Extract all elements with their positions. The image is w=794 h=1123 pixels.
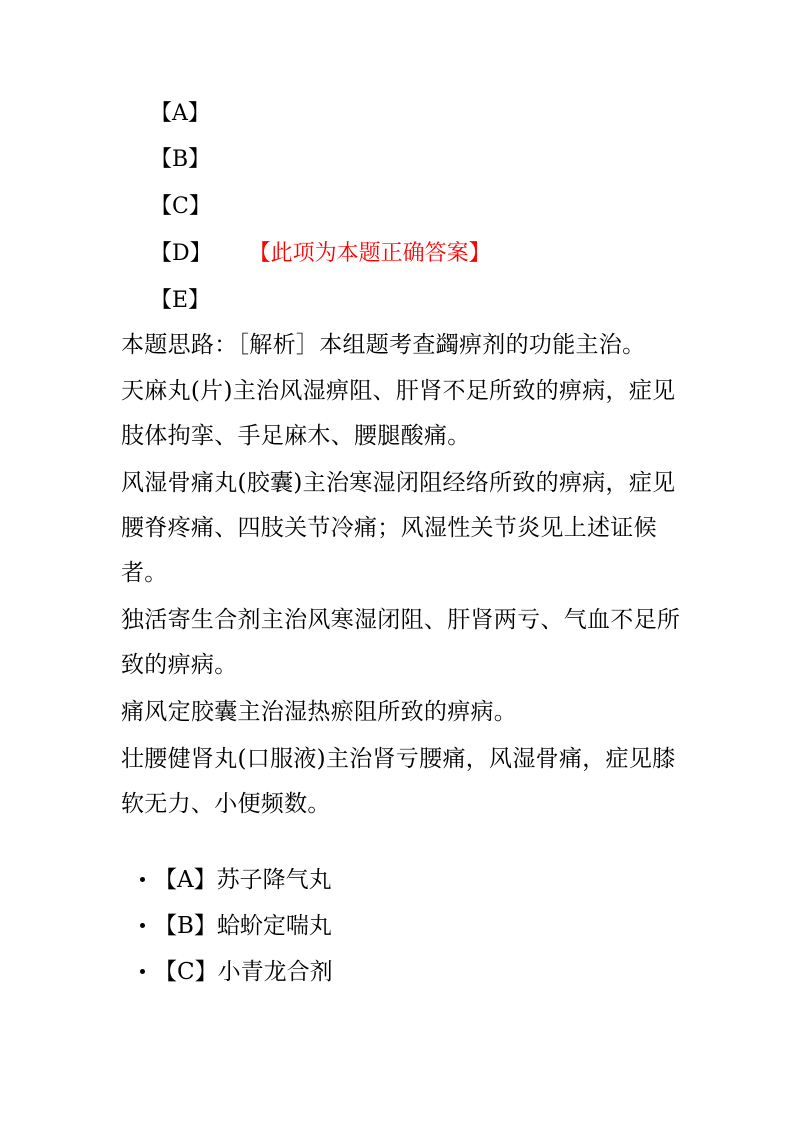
list-item <box>140 952 333 998</box>
option-b <box>150 145 210 175</box>
explanation-paragraph: 天麻丸(片)主治风湿痹阻、肝肾不足所致的痹病，症见肢体拘挛、手足麻木、腰腿酸痛。 <box>121 378 676 449</box>
correct-answer-note: 【此项为本题正确答案】 <box>259 241 491 266</box>
option-label: 【A】 <box>154 867 217 893</box>
option-d <box>150 239 491 269</box>
option-e <box>150 286 210 316</box>
option-label: 【D】 <box>150 241 212 266</box>
explanation-paragraph: 独活寄生合剂主治风寒湿闭阻、肝肾两亏、气血不足所致的痹病。 <box>121 607 681 678</box>
explanation-paragraph: 壮腰健肾丸(口服液)主治肾亏腰痛，风湿骨痛，症见膝软无力、小便频数。 <box>121 746 676 817</box>
list-item <box>140 906 333 952</box>
list-item <box>140 860 333 906</box>
option-a <box>150 99 210 129</box>
bullet-icon <box>140 969 145 974</box>
option-label: 【C】 <box>154 959 218 985</box>
explanation-paragraph: 风湿骨痛丸(胶囊)主治寒湿闭阻经络所致的痹病，症见腰脊疼痛、四肢关节冷痛；风湿性关节炎见上述证候者。 <box>121 470 676 586</box>
option-c <box>150 192 211 222</box>
bullet-icon <box>140 877 145 882</box>
bullet-icon <box>140 923 145 928</box>
explanation-intro: 本题思路：［解析］本组题考查蠲痹剂的功能主治。 <box>121 332 646 358</box>
option-label: 【B】 <box>150 147 211 172</box>
option-text: 蛤蚧定喘丸 <box>216 913 332 939</box>
explanation-paragraph: 痛风定胶囊主治湿热瘀阻所致的痹病。 <box>121 699 518 725</box>
option-label: 【A】 <box>150 101 210 126</box>
option-label: 【B】 <box>154 913 217 939</box>
option-text: 苏子降气丸 <box>216 867 332 893</box>
next-question-options <box>140 860 333 998</box>
option-label: 【E】 <box>150 288 211 313</box>
option-label: 【C】 <box>150 194 211 219</box>
option-text: 小青龙合剂 <box>217 959 333 985</box>
